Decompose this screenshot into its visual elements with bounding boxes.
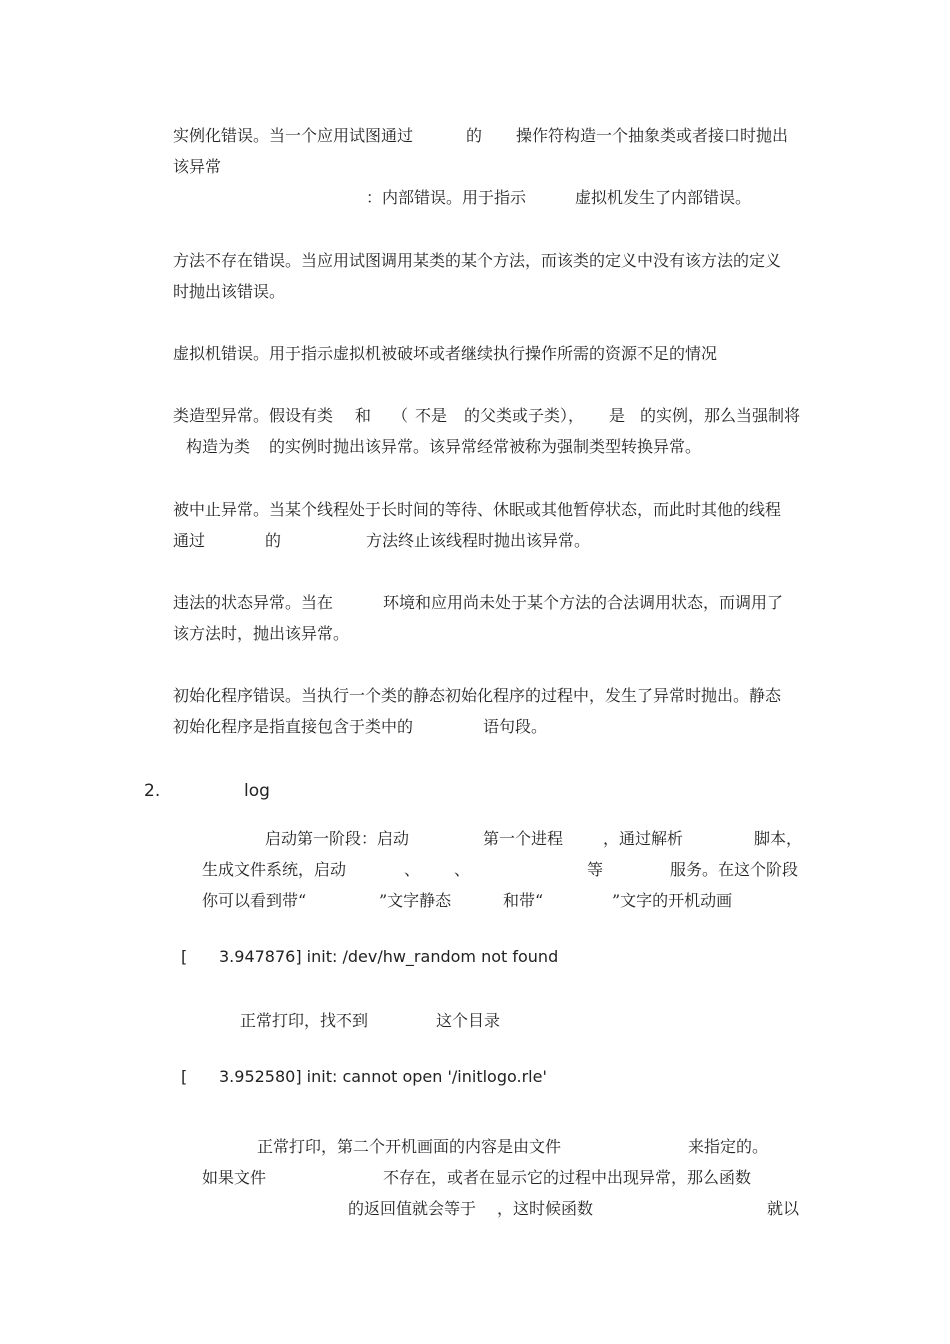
p9-line3-a: 你可以看到带“ [202, 891, 307, 910]
section-number: 2. [144, 781, 161, 801]
p9-line2-a: 生成文件系统，启动 [202, 860, 347, 879]
p10-line3-a: 的返回值就会等于 [348, 1199, 477, 1218]
p9-line1-c: ，通过解析 [603, 829, 684, 848]
p5-line1-e: 的父类或子类）， [464, 406, 585, 425]
p1-line1-a: 实例化错误。当一个应用试图通过 [173, 126, 414, 145]
p5-line2-a: 构造为类 [186, 437, 251, 456]
p9-line2-b: 、 [404, 860, 421, 879]
p3-line2: 时抛出该错误。 [173, 282, 286, 301]
p5-line1-f: 是 [609, 406, 626, 425]
p6-line1: 被中止异常。当某个线程处于长时间的等待、休眠或其他暂停状态，而此时其他的线程 [173, 500, 782, 519]
p1-line1-b: 的 [466, 126, 483, 145]
p2-a: ：内部错误。用于指示 [366, 188, 527, 207]
p6-line2-a: 通过 [173, 531, 206, 550]
p6-line2-c: 方法终止该线程时抛出该异常。 [366, 531, 591, 550]
p8-line2-b: 语句段。 [483, 717, 548, 736]
p9-line1-a: 启动第一阶段：启动 [265, 829, 410, 848]
p9-line2-d: 等 [587, 860, 604, 879]
p10-line3-b: ，这时候函数 [497, 1199, 594, 1218]
p9-line3-d: ”文字的开机动画 [612, 891, 733, 910]
log2-text: 3.952580] init: cannot open '/initlogo.rle' [219, 1067, 547, 1086]
log2-bracket: [ [181, 1067, 188, 1086]
log1-bracket: [ [181, 947, 188, 966]
p5-line1-a: 类造型异常。假设有类 [173, 406, 334, 425]
p5-line1-d: 不是 [415, 406, 448, 425]
p5-line1-b: 和 [355, 406, 372, 425]
p3-line1: 方法不存在错误。当应用试图调用某类的某个方法，而该类的定义中没有该方法的定义 [173, 251, 782, 270]
p8-line2-a: 初始化程序是指直接包含于类中的 [173, 717, 414, 736]
p9-line3-b: ”文字静态 [379, 891, 452, 910]
p10-line1-b: 来指定的。 [688, 1137, 769, 1156]
p8-line1: 初始化程序错误。当执行一个类的静态初始化程序的过程中，发生了异常时抛出。静态 [173, 686, 782, 705]
p5-line2-b: 的实例时抛出该异常。该异常经常被称为强制类型转换异常。 [269, 437, 702, 456]
p9-line3-c: 和带“ [503, 891, 544, 910]
p9-line2-e: 服务。在这个阶段 [670, 860, 799, 879]
p6-line2-b: 的 [265, 531, 282, 550]
p7-line2: 该方法时，抛出该异常。 [173, 624, 350, 643]
log1-text: 3.947876] init: /dev/hw_random not found [219, 947, 559, 966]
p10-line3-c: 就以 [767, 1199, 800, 1218]
p4: 虚拟机错误。用于指示虚拟机被破坏或者继续执行操作所需的资源不足的情况 [173, 344, 718, 363]
log1-note-b: 这个目录 [436, 1011, 501, 1030]
p1-line2: 该异常 [173, 157, 222, 176]
p9-line2-c: 、 [454, 860, 471, 879]
p9-line1-b: 第一个进程 [483, 829, 564, 848]
p10-line1-a: 正常打印，第二个开机画面的内容是由文件 [257, 1137, 562, 1156]
p10-line2-a: 如果文件 [202, 1168, 267, 1187]
p7-line1-b: 环境和应用尚未处于某个方法的合法调用状态，而调用了 [383, 593, 784, 612]
log1-note-a: 正常打印，找不到 [240, 1011, 369, 1030]
section-title: log [244, 781, 270, 801]
p10-line2-b: 不存在，或者在显示它的过程中出现异常，那么函数 [383, 1168, 752, 1187]
p9-line1-d: 脚本， [754, 829, 803, 848]
p2-b: 虚拟机发生了内部错误。 [575, 188, 752, 207]
p5-line1-g: 的实例，那么当强制将 [640, 406, 801, 425]
p1-line1-c: 操作符构造一个抽象类或者接口时抛出 [516, 126, 789, 145]
p5-line1-c: （ [392, 406, 409, 425]
p7-line1-a: 违法的状态异常。当在 [173, 593, 334, 612]
